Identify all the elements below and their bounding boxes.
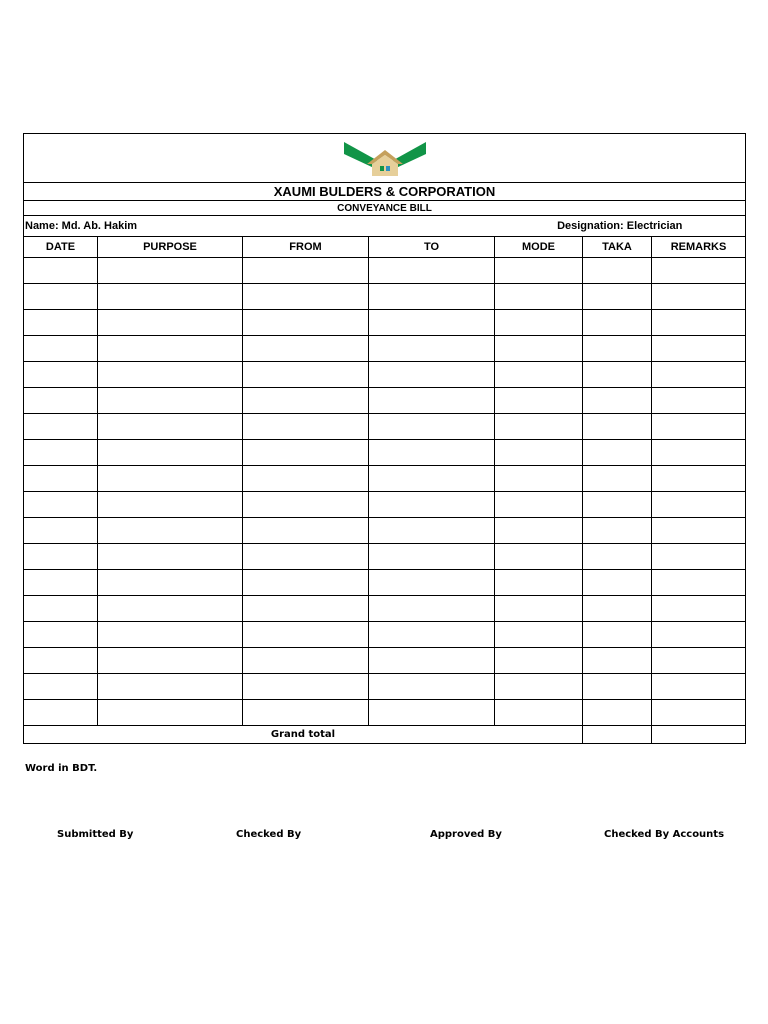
table-row: [24, 674, 746, 700]
cell-date[interactable]: [24, 570, 98, 596]
cell-to[interactable]: [369, 596, 495, 622]
cell-date[interactable]: [24, 310, 98, 336]
cell-purpose[interactable]: [98, 700, 243, 726]
cell-from[interactable]: [243, 310, 369, 336]
cell-from[interactable]: [243, 700, 369, 726]
cell-taka[interactable]: [583, 648, 652, 674]
cell-to[interactable]: [369, 622, 495, 648]
cell-remarks[interactable]: [652, 284, 746, 310]
cell-from[interactable]: [243, 440, 369, 466]
cell-to[interactable]: [369, 284, 495, 310]
company-logo: [340, 136, 430, 178]
cell-taka[interactable]: [583, 388, 652, 414]
cell-date[interactable]: [24, 544, 98, 570]
cell-purpose[interactable]: [98, 544, 243, 570]
cell-remarks[interactable]: [652, 414, 746, 440]
table-row: [24, 284, 746, 310]
cell-to[interactable]: [369, 336, 495, 362]
cell-taka[interactable]: [583, 414, 652, 440]
cell-remarks[interactable]: [652, 544, 746, 570]
table-row: [24, 596, 746, 622]
cell-purpose[interactable]: [98, 414, 243, 440]
cell-from[interactable]: [243, 362, 369, 388]
cell-mode[interactable]: [495, 492, 583, 518]
logo-window-left: [380, 166, 384, 171]
cell-to[interactable]: [369, 258, 495, 284]
cell-to[interactable]: [369, 466, 495, 492]
cell-mode[interactable]: [495, 648, 583, 674]
cell-to[interactable]: [369, 518, 495, 544]
cell-from[interactable]: [243, 258, 369, 284]
cell-from[interactable]: [243, 674, 369, 700]
cell-taka[interactable]: [583, 440, 652, 466]
cell-from[interactable]: [243, 518, 369, 544]
cell-purpose[interactable]: [98, 518, 243, 544]
cell-taka[interactable]: [583, 362, 652, 388]
checked-by-label: Checked By: [236, 829, 302, 840]
cell-from[interactable]: [243, 388, 369, 414]
cell-purpose[interactable]: [98, 492, 243, 518]
col-header-taka: TAKA: [583, 237, 652, 258]
cell-date[interactable]: [24, 336, 98, 362]
cell-taka[interactable]: [583, 336, 652, 362]
cell-remarks[interactable]: [652, 258, 746, 284]
cell-purpose[interactable]: [98, 570, 243, 596]
cell-to[interactable]: [369, 700, 495, 726]
cell-taka[interactable]: [583, 596, 652, 622]
col-header-mode: MODE: [495, 237, 583, 258]
cell-mode[interactable]: [495, 466, 583, 492]
col-header-date: DATE: [24, 237, 98, 258]
cell-purpose[interactable]: [98, 596, 243, 622]
cell-to[interactable]: [369, 674, 495, 700]
table-row: [24, 648, 746, 674]
cell-date[interactable]: [24, 622, 98, 648]
cell-purpose[interactable]: [98, 466, 243, 492]
grand-total-remarks-cell[interactable]: [652, 726, 746, 744]
cell-remarks[interactable]: [652, 622, 746, 648]
cell-purpose[interactable]: [98, 440, 243, 466]
logo-window-right: [386, 166, 390, 171]
table-row: [24, 518, 746, 544]
cell-mode[interactable]: [495, 596, 583, 622]
cell-taka[interactable]: [583, 544, 652, 570]
cell-taka[interactable]: [583, 310, 652, 336]
word-in-bdt: Word in BDT.: [25, 763, 98, 774]
cell-from[interactable]: [243, 336, 369, 362]
column-header-row: [24, 237, 746, 258]
cell-to[interactable]: [369, 310, 495, 336]
cell-taka[interactable]: [583, 258, 652, 284]
cell-purpose[interactable]: [98, 336, 243, 362]
cell-taka[interactable]: [583, 674, 652, 700]
cell-mode[interactable]: [495, 258, 583, 284]
cell-purpose[interactable]: [98, 648, 243, 674]
cell-date[interactable]: [24, 284, 98, 310]
cell-purpose[interactable]: [98, 622, 243, 648]
cell-to[interactable]: [369, 648, 495, 674]
cell-date[interactable]: [24, 492, 98, 518]
cell-date[interactable]: [24, 466, 98, 492]
cell-remarks[interactable]: [652, 388, 746, 414]
approved-by-label: Approved By: [430, 829, 502, 840]
cell-purpose[interactable]: [98, 258, 243, 284]
cell-mode[interactable]: [495, 700, 583, 726]
cell-remarks[interactable]: [652, 700, 746, 726]
cell-to[interactable]: [369, 414, 495, 440]
cell-from[interactable]: [243, 414, 369, 440]
cell-to[interactable]: [369, 388, 495, 414]
employee-info-row: [24, 216, 746, 237]
cell-remarks[interactable]: [652, 492, 746, 518]
cell-from[interactable]: [243, 544, 369, 570]
cell-taka[interactable]: [583, 466, 652, 492]
cell-mode[interactable]: [495, 284, 583, 310]
cell-taka[interactable]: [583, 518, 652, 544]
col-header-from: FROM: [243, 237, 369, 258]
cell-date[interactable]: [24, 362, 98, 388]
cell-mode[interactable]: [495, 544, 583, 570]
cell-date[interactable]: [24, 258, 98, 284]
cell-from[interactable]: [243, 570, 369, 596]
table-row: [24, 414, 746, 440]
conveyance-bill-form: [23, 133, 746, 744]
cell-from[interactable]: [243, 648, 369, 674]
cell-date[interactable]: [24, 674, 98, 700]
cell-taka[interactable]: [583, 492, 652, 518]
cell-mode[interactable]: [495, 622, 583, 648]
table-row: [24, 570, 746, 596]
cell-taka[interactable]: [583, 622, 652, 648]
submitted-by-label: Submitted By: [57, 829, 134, 840]
checked-by-accounts-label: Checked By Accounts: [604, 829, 725, 840]
cell-date[interactable]: [24, 700, 98, 726]
table-row: [24, 466, 746, 492]
grand-total-taka-cell[interactable]: [583, 726, 652, 744]
table-row: [24, 544, 746, 570]
table-row: [24, 362, 746, 388]
cell-date[interactable]: [24, 388, 98, 414]
employee-designation: Designation: Electrician: [557, 220, 683, 232]
cell-purpose[interactable]: [98, 310, 243, 336]
cell-remarks[interactable]: [652, 570, 746, 596]
table-row: [24, 440, 746, 466]
cell-date[interactable]: [24, 648, 98, 674]
cell-to[interactable]: [369, 440, 495, 466]
cell-remarks[interactable]: [652, 310, 746, 336]
cell-taka[interactable]: [583, 284, 652, 310]
cell-to[interactable]: [369, 492, 495, 518]
cell-mode[interactable]: [495, 310, 583, 336]
company-name: XAUMI BULDERS & CORPORATION: [24, 183, 746, 201]
table-row: [24, 336, 746, 362]
cell-remarks[interactable]: [652, 518, 746, 544]
cell-purpose[interactable]: [98, 388, 243, 414]
col-header-to: TO: [369, 237, 495, 258]
table-row: [24, 310, 746, 336]
col-header-remarks: REMARKS: [652, 237, 746, 258]
cell-taka[interactable]: [583, 700, 652, 726]
cell-remarks[interactable]: [652, 674, 746, 700]
cell-mode[interactable]: [495, 440, 583, 466]
cell-to[interactable]: [369, 544, 495, 570]
grand-total-row: [24, 726, 746, 744]
cell-purpose[interactable]: [98, 284, 243, 310]
cell-mode[interactable]: [495, 414, 583, 440]
cell-date[interactable]: [24, 414, 98, 440]
document-title: CONVEYANCE BILL: [24, 201, 746, 216]
cell-date[interactable]: [24, 596, 98, 622]
cell-remarks[interactable]: [652, 362, 746, 388]
cell-remarks[interactable]: [652, 440, 746, 466]
cell-remarks[interactable]: [652, 596, 746, 622]
cell-mode[interactable]: [495, 336, 583, 362]
cell-date[interactable]: [24, 440, 98, 466]
cell-from[interactable]: [243, 622, 369, 648]
cell-date[interactable]: [24, 518, 98, 544]
cell-mode[interactable]: [495, 674, 583, 700]
cell-from[interactable]: [243, 596, 369, 622]
cell-taka[interactable]: [583, 570, 652, 596]
cell-from[interactable]: [243, 284, 369, 310]
cell-purpose[interactable]: [98, 674, 243, 700]
entry-rows: [24, 258, 746, 726]
grand-total-label: Grand total: [24, 726, 583, 744]
cell-remarks[interactable]: [652, 466, 746, 492]
cell-from[interactable]: [243, 466, 369, 492]
cell-remarks[interactable]: [652, 648, 746, 674]
cell-mode[interactable]: [495, 362, 583, 388]
employee-name: Name: Md. Ab. Hakim: [25, 220, 138, 232]
logo-cell: [24, 134, 746, 183]
cell-mode[interactable]: [495, 518, 583, 544]
table-row: [24, 622, 746, 648]
table-row: [24, 388, 746, 414]
col-header-purpose: PURPOSE: [98, 237, 243, 258]
cell-mode[interactable]: [495, 388, 583, 414]
cell-mode[interactable]: [495, 570, 583, 596]
cell-purpose[interactable]: [98, 362, 243, 388]
table-row: [24, 258, 746, 284]
cell-from[interactable]: [243, 492, 369, 518]
table-row: [24, 492, 746, 518]
cell-remarks[interactable]: [652, 336, 746, 362]
cell-to[interactable]: [369, 570, 495, 596]
cell-to[interactable]: [369, 362, 495, 388]
table-row: [24, 700, 746, 726]
